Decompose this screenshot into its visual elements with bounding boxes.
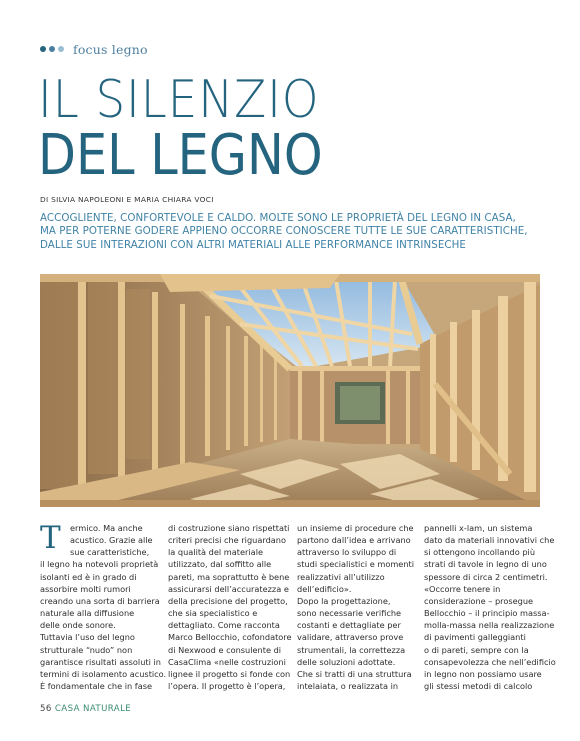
article-title-line-1: IL SILENZIO: [38, 70, 320, 130]
body-line: sue caratteristiche,: [70, 547, 150, 558]
article-column-4: [424, 522, 556, 692]
body-line: CasaClima «nelle costruzioni: [168, 656, 286, 667]
body-line: delle soluzioni adottate.: [297, 656, 396, 667]
body-line: che sia specialistico e: [168, 608, 258, 619]
body-line: in legno non possiamo usare: [424, 668, 542, 679]
body-line: utilizzato, dal soffitto alle: [168, 559, 272, 570]
body-line: acustico. Grazie alle: [70, 535, 153, 546]
article-column-3: [297, 522, 416, 692]
body-line: dato da materiali innovativi che: [424, 535, 555, 546]
body-line: considerazione – prosegue: [424, 595, 534, 606]
body-line: gli stessi metodi di calcolo: [424, 681, 533, 692]
body-line: intelaiata, o realizzata in: [297, 681, 399, 692]
page-footer: [40, 704, 131, 714]
article-column-2: [168, 522, 292, 692]
body-line: costanti e dettagliate per: [297, 620, 401, 631]
body-line: consapevolezza che nell’edificio: [424, 656, 556, 667]
magazine-name: CASA NATURALE: [54, 704, 132, 714]
body-line: sono necessarie verifiche: [297, 608, 402, 619]
body-line: il legno ha notevoli proprietà: [40, 559, 159, 570]
body-line: di pavimenti galleggianti: [424, 632, 526, 643]
body-line: la qualità del materiale: [168, 547, 263, 558]
body-line: garantisce risultati assoluti in: [40, 656, 161, 667]
body-line: attraverso lo sviluppo di: [297, 547, 397, 558]
body-line: assicurarsi dell’accuratezza e: [168, 583, 289, 594]
body-line: di Nexwood e consulente di: [168, 644, 282, 655]
body-line: Dopo la progettazione,: [297, 595, 391, 606]
body-line: criteri precisi che riguardano: [168, 535, 286, 546]
body-line: lignee il progetto si fonde con: [168, 668, 291, 679]
body-line: dell’edificio».: [297, 583, 352, 594]
body-line: validare, attraverso prove: [297, 632, 404, 643]
body-line: molla-massa nella realizzazione: [424, 620, 555, 631]
timber-frame-photo: [40, 274, 540, 507]
body-line: si ottengono incollando più: [424, 547, 536, 558]
rubric-dot-1: [40, 46, 46, 52]
body-line: ermico. Ma anche: [70, 523, 143, 533]
standfirst-line: ACCOGLIENTE, CONFORTEVOLE E CALDO. MOLTE SONO LE PROPRIETÀ DEL LEGNO IN CASA,: [40, 212, 516, 224]
body-line: strati di tavole in legno di uno: [424, 559, 547, 570]
body-line: studi specialistici e momenti: [297, 559, 415, 570]
standfirst: [40, 212, 545, 252]
body-line: un insieme di procedure che: [297, 523, 414, 533]
body-line: strumentali, la correttezza: [297, 644, 406, 655]
body-line: o di pareti, sempre con la: [424, 644, 529, 655]
body-line: delle onde sonore.: [40, 620, 116, 631]
body-line: Tuttavia l’uso del legno: [40, 632, 135, 643]
body-line: assorbire molti rumori: [40, 583, 131, 594]
body-line: Marco Bellocchio, cofondatore: [168, 632, 292, 643]
body-line: Bellocchio – il principio massa-: [424, 608, 550, 619]
body-line: naturale alla diffusione: [40, 608, 135, 619]
body-line: isolanti ed è in grado di: [40, 571, 137, 582]
body-line: spessore di circa 2 centimetri.: [424, 571, 548, 582]
body-line: È fondamentale che in fase: [40, 681, 153, 692]
standfirst-line: DALLE SUE INTERAZIONI CON ALTRI MATERIALI ALLE PERFORMANCE INTRINSECHE: [40, 238, 466, 251]
body-line: della precisione del progetto,: [168, 595, 288, 606]
section-rubric: [40, 41, 148, 57]
rubric-dot-2: [49, 46, 55, 52]
byline: DI SILVIA NAPOLEONI E MARIA CHIARA VOCI: [40, 195, 214, 204]
body-line: termini di isolamento acustico.: [40, 668, 167, 679]
page-number: 56: [40, 704, 52, 714]
article-title-line-2: DEL LEGNO: [38, 123, 323, 188]
rubric-dot-3: [58, 46, 64, 52]
body-line: pannelli x-lam, un sistema: [424, 523, 533, 533]
body-line: realizzativi all’utilizzo: [297, 571, 385, 582]
body-line: Che si tratti di una struttura: [297, 668, 412, 679]
body-line: pareti, ma soprattutto è bene: [168, 571, 290, 582]
standfirst-line: MA PER POTERNE GODERE APPIENO OCCORRE CONOSCERE TUTTE LE SUE CARATTERISTICHE,: [40, 225, 528, 238]
body-line: «Occorre tenere in: [424, 583, 501, 594]
rubric-label: focus legno: [73, 41, 148, 57]
body-line: di costruzione siano rispettati: [168, 523, 290, 533]
body-line: dettagliato. Come racconta: [168, 620, 280, 631]
body-line: creando una sorta di barriera: [40, 595, 160, 606]
body-line: l’opera. Il progetto è l’opera,: [168, 681, 286, 692]
body-line: partono dall’idea e arrivano: [297, 535, 411, 546]
dropcap-letter: T: [40, 520, 61, 556]
article-column-1: [40, 520, 167, 692]
body-line: strutturale “nudo” non: [40, 644, 133, 655]
timber-frame-illustration: [40, 274, 540, 507]
